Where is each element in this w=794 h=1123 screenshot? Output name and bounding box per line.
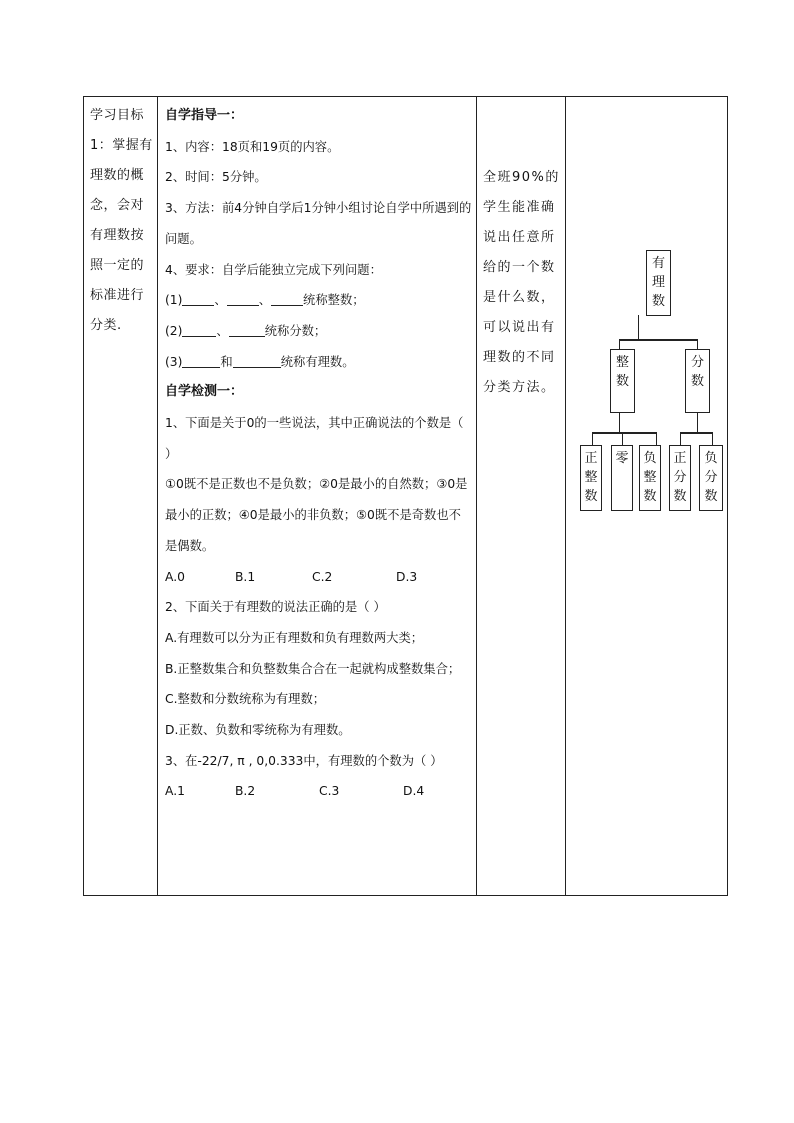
connector-line xyxy=(592,432,657,434)
q2-option-b: B.正整数集合和负整数集合合在一起就构成整数集合； xyxy=(165,661,461,676)
q3-option-b: B.2 xyxy=(235,784,256,799)
q3-option-d: D.4 xyxy=(403,784,425,799)
blank-line xyxy=(182,353,220,368)
q1-stem: 1、下面是关于0的一些说法，其中正确说法的个数是（ ） xyxy=(165,416,464,461)
q1-option-d: D.3 xyxy=(396,569,418,584)
blank-line xyxy=(227,291,259,306)
q3-option-c: C.3 xyxy=(319,784,340,799)
tree-node-rational: 有理数 xyxy=(646,250,671,316)
connector-line xyxy=(619,339,698,341)
connector-line xyxy=(680,432,681,446)
fill-blank-1: (1) 、 、 统称整数； xyxy=(165,293,365,308)
connector-line xyxy=(638,315,639,340)
blank-line xyxy=(271,291,303,306)
classification-tree xyxy=(566,97,726,895)
connector-line xyxy=(592,432,593,446)
blank-line xyxy=(233,353,281,368)
guide-heading: 自学指导一： xyxy=(165,108,244,123)
guide-item-content: 1、内容：18页和19页的内容。 xyxy=(165,139,340,154)
guide-item-time: 2、时间：5分钟。 xyxy=(165,170,267,185)
diagram-cell xyxy=(566,97,728,896)
tree-node-positive-fraction: 正分数 xyxy=(669,445,691,511)
q2-option-a: A.有理数可以分为正有理数和负有理数两大类； xyxy=(165,630,424,645)
connector-line xyxy=(656,432,657,446)
tree-node-fraction: 分数 xyxy=(685,349,710,413)
blank-line xyxy=(182,322,216,337)
learning-objective: 学习目标1：掌握有理数的概念，会对有理数按照一定的标准进行分类. xyxy=(90,108,153,333)
tree-node-integer: 整数 xyxy=(610,349,635,413)
fill-blank-3: (3) 和 统称有理数。 xyxy=(165,354,355,369)
connector-line xyxy=(697,413,698,433)
q1-options xyxy=(165,562,472,593)
expectation-cell xyxy=(477,97,566,896)
q2-option-d: D.正数、负数和零统称为有理数。 xyxy=(165,723,351,738)
blank-line xyxy=(229,322,265,337)
q1-statements: ①0既不是正数也不是负数；②0是最小的自然数；③0是最小的正数；④0是最小的非负数；⑤0既不是奇数也不是偶数。 xyxy=(165,477,468,553)
q1-option-b: B.1 xyxy=(235,569,256,584)
q3-options xyxy=(165,776,472,807)
objective-cell xyxy=(84,97,158,896)
q1-option-c: C.2 xyxy=(312,569,333,584)
check-heading: 自学检测一： xyxy=(165,384,244,400)
tree-node-zero: 零 xyxy=(611,445,633,511)
connector-line xyxy=(712,432,713,446)
q2-stem: 2、下面关于有理数的说法正确的是（ ） xyxy=(165,600,386,615)
connector-line xyxy=(622,432,623,446)
tree-node-negative-integer: 负整数 xyxy=(639,445,661,511)
tree-node-negative-fraction: 负分数 xyxy=(699,445,723,511)
guide-item-requirement: 4、要求：自学后能独立完成下列问题： xyxy=(165,262,382,277)
q3-option-a: A.1 xyxy=(165,784,185,799)
blank-line xyxy=(182,291,214,306)
expectation-text: 全班90%的学生能准确说出任意所给的一个数是什么数，可以说出有理数的不同分类方法。 xyxy=(483,170,560,395)
q3-stem: 3、在-22/7, π , 0,0.333中，有理数的个数为（ ） xyxy=(165,753,443,768)
fill-blank-2: (2) 、 统称分数； xyxy=(165,323,327,338)
lesson-plan-table xyxy=(83,96,728,896)
tree-node-positive-integer: 正整数 xyxy=(580,445,602,511)
q1-option-a: A.0 xyxy=(165,569,185,584)
connector-line xyxy=(619,413,620,433)
guide-item-method: 3、方法：前4分钟自学后1分钟小组讨论自学中所遇到的问题。 xyxy=(165,201,472,246)
q2-option-c: C.整数和分数统称为有理数； xyxy=(165,692,326,707)
content-cell xyxy=(158,97,477,896)
connector-line xyxy=(680,432,713,434)
